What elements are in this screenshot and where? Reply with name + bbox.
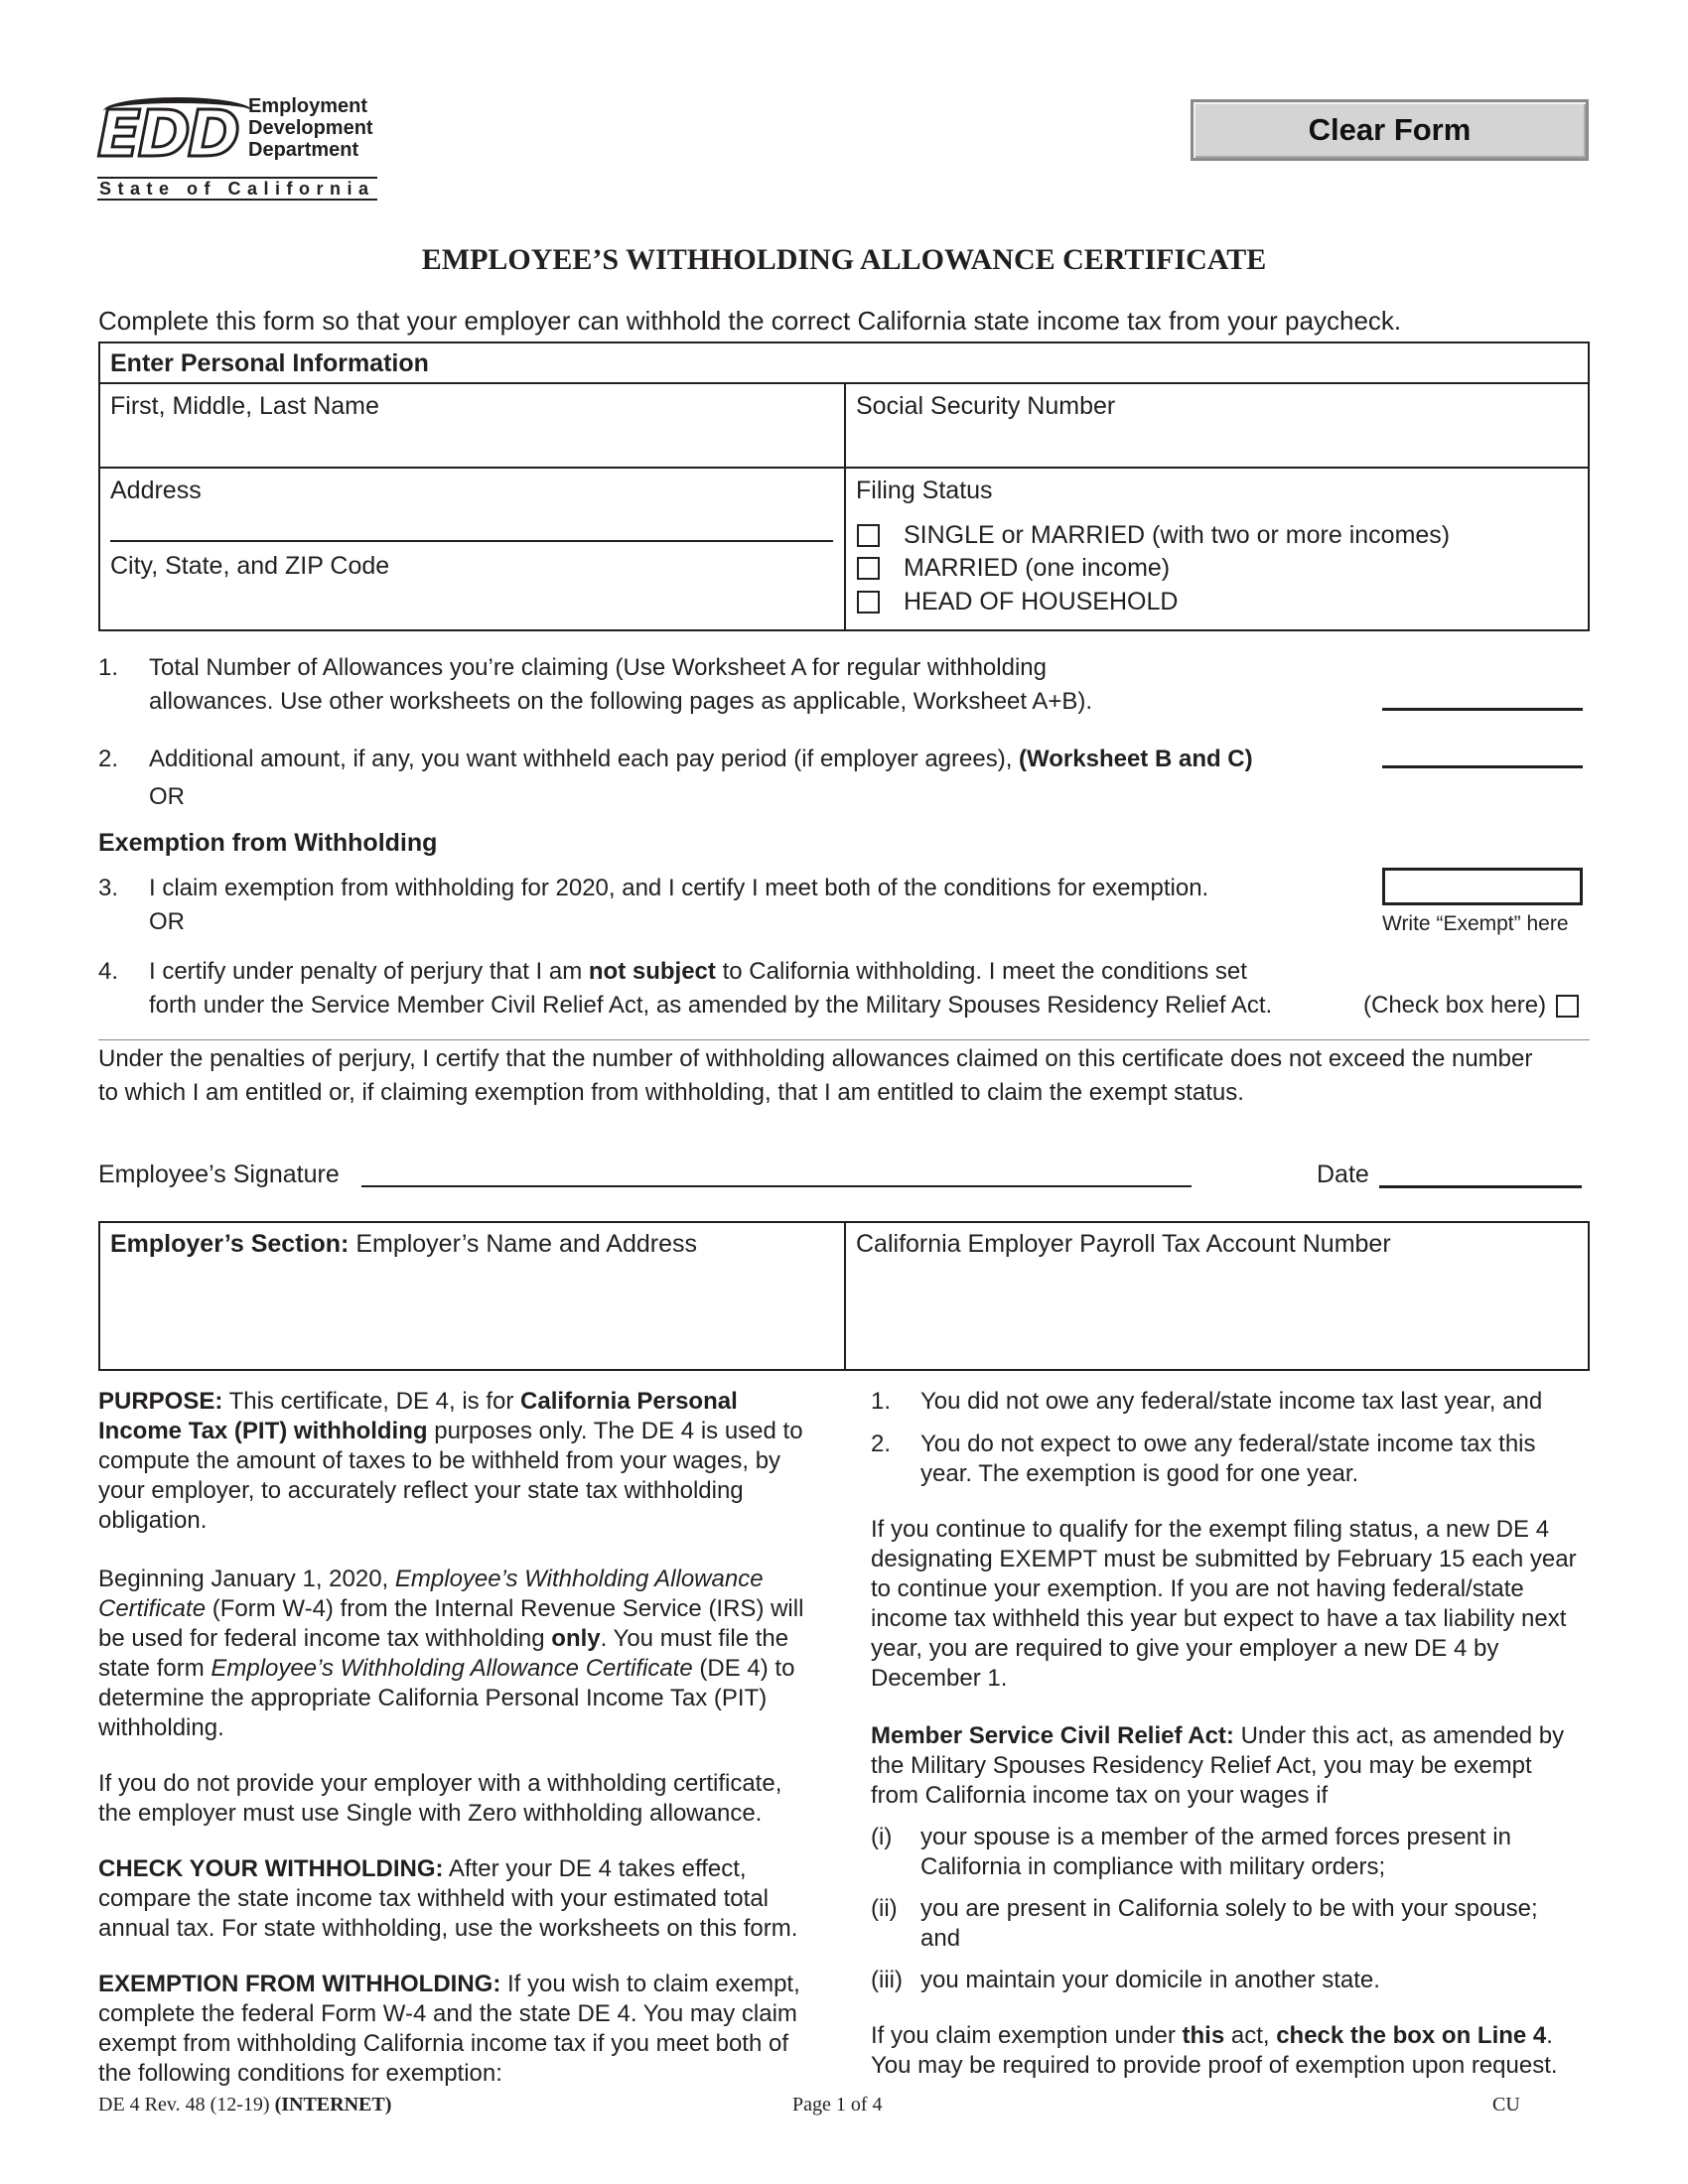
filing-single-label: SINGLE or MARRIED (with two or more incomes) <box>904 521 1451 549</box>
condition-1-text: You did not owe any federal/state income tax last year, and <box>920 1388 1543 1415</box>
divider <box>844 382 846 631</box>
beginning-text-3: . You must file the state form <box>98 1625 789 1682</box>
line-4-text-a1: I certify under penalty of perjury that I am <box>149 958 583 985</box>
beginning-italic-2: Employee’s Withholding Allowance Certificate <box>211 1655 693 1682</box>
exemption-paragraph <box>98 1970 805 2089</box>
exempt-hint: Write “Exempt” here <box>1382 912 1569 935</box>
filing-hoh-label: HEAD OF HOUSEHOLD <box>904 588 1179 615</box>
line-4-number: 4. <box>98 958 119 985</box>
reason-3-text: you maintain your domicile in another state. <box>920 1967 1380 1993</box>
exemption-bold: EXEMPTION FROM WITHHOLDING: <box>98 1971 501 1997</box>
footer-page-number: Page 1 of 4 <box>792 2094 883 2116</box>
purpose-text-1: This certificate, DE 4, is for <box>228 1388 514 1415</box>
employer-label-bold: Employer’s Section: <box>110 1230 350 1258</box>
reason-2-text: you are present in California solely to be with your spouse; and <box>920 1895 1538 1952</box>
date-input[interactable] <box>1379 1152 1586 1185</box>
purpose-paragraph <box>98 1387 805 1536</box>
ssn-input[interactable] <box>856 425 1583 463</box>
msc-paragraph <box>871 1721 1586 1811</box>
city-state-zip-label: City, State, and ZIP Code <box>110 552 390 580</box>
or-text-1: OR <box>149 783 185 810</box>
claim-text-1: If you claim exemption under <box>871 2022 1176 2049</box>
date-label: Date <box>1317 1160 1369 1188</box>
divider <box>844 1221 846 1371</box>
beginning-text-2: (Form W-4) from the Internal Revenue Service (IRS) will be used for federal income tax withholding <box>98 1595 804 1652</box>
reason-1-text: your spouse is a member of the armed forces present in California in compliance with military orders; <box>920 1824 1511 1880</box>
employer-name-address-input[interactable] <box>110 1265 837 1368</box>
msc-text: Under this act, as amended by the Military Spouses Residency Relief Act, you may be exempt from California income tax on your wages if <box>871 1722 1565 1809</box>
city-state-zip-input[interactable] <box>110 586 837 623</box>
line-2-text <box>149 745 1253 774</box>
line-2-text-plain: Additional amount, if any, you want withheld each pay period (if employer agrees), <box>149 746 1013 772</box>
line-1-text-b: allowances. Use other worksheets on the following pages as applicable, Worksheet A+B). <box>149 688 1093 715</box>
claim-text-2: act, <box>1230 2022 1270 2049</box>
line-2-text-bold: (Worksheet B and C) <box>1019 746 1253 772</box>
line-4-text-b: forth under the Service Member Civil Relief Act, as amended by the Military Spouses Residency Relief Act. <box>149 992 1273 1019</box>
beginning-italic-1: Employee’s Withholding Allowance Certificate <box>98 1566 764 1622</box>
filing-hoh-checkbox[interactable] <box>857 591 880 614</box>
check-withholding-paragraph <box>98 1854 805 1944</box>
certify-text-2: to which I am entitled or, if claiming exemption from withholding, that I am entitled to claim the exempt status. <box>98 1079 1244 1106</box>
condition-2-text: You do not expect to owe any federal/state income tax this year. The exemption is good for one year. <box>920 1431 1536 1487</box>
edd-logo <box>97 95 405 205</box>
edd-logo-mark: EDD <box>97 98 237 172</box>
logo-line-development: Development <box>248 117 373 139</box>
msc-bold: Member Service Civil Relief Act: <box>871 1722 1234 1749</box>
allowances-input[interactable] <box>1382 675 1587 709</box>
allowances-underline <box>1382 708 1583 711</box>
footer-form-id-text: DE 4 Rev. 48 (12-19) <box>98 2094 270 2116</box>
footer-form-id <box>98 2093 391 2116</box>
footer-code: CU <box>1492 2094 1520 2116</box>
line-1-number: 1. <box>98 654 119 681</box>
or-text-2: OR <box>149 908 185 935</box>
payroll-account-label: California Employer Payroll Tax Account Number <box>856 1230 1391 1258</box>
additional-amount-input[interactable] <box>1382 733 1587 766</box>
address-input[interactable] <box>110 504 837 540</box>
no-certificate-paragraph: If you do not provide your employer with a withholding certificate, the employer must use Single with Zero withholding allowance. <box>98 1770 782 1827</box>
purpose-bold-2: California Personal Income Tax (PIT) withholding <box>98 1388 738 1444</box>
signature-underline <box>361 1185 1192 1187</box>
filing-status-label: Filing Status <box>856 477 993 504</box>
employer-label-text: Employer’s Name and Address <box>355 1230 698 1258</box>
name-input[interactable] <box>110 425 837 463</box>
beginning-text-4: (DE 4) to determine the appropriate California Personal Income Tax (PIT) withholding. <box>98 1655 795 1741</box>
filing-married-label: MARRIED (one income) <box>904 554 1171 582</box>
line-3-number: 3. <box>98 875 119 901</box>
certify-text-1: Under the penalties of perjury, I certify that the number of withholding allowances claimed on this certificate does not exceed the number <box>98 1045 1533 1072</box>
line-3-text: I claim exemption from withholding for 2020, and I certify I meet both of the conditions for exemption. <box>149 875 1209 901</box>
check-box-hint: (Check box here) <box>1363 992 1547 1019</box>
form-title: EMPLOYEE’S WITHHOLDING ALLOWANCE CERTIFICATE <box>421 243 1267 276</box>
certify-divider <box>98 1039 1590 1040</box>
line-4-checkbox[interactable] <box>1556 995 1579 1018</box>
edd-logo-swoosh <box>103 97 252 125</box>
logo-state: State of California <box>99 179 375 199</box>
reason-3-number: (iii) <box>871 1967 903 1993</box>
employer-label <box>110 1229 697 1259</box>
additional-amount-underline <box>1382 765 1583 768</box>
payroll-account-input[interactable] <box>856 1281 1583 1322</box>
personal-info-header: Enter Personal Information <box>110 349 429 377</box>
claim-bold-1: this <box>1182 2022 1225 2049</box>
reason-1-number: (i) <box>871 1824 893 1850</box>
beginning-text-1: Beginning January 1, 2020, <box>98 1566 389 1592</box>
line-4-text-bold: not subject <box>588 958 716 985</box>
logo-line-employment: Employment <box>248 95 368 117</box>
beginning-bold-1: only <box>551 1625 601 1652</box>
exemption-header: Exemption from Withholding <box>98 829 438 857</box>
check-withholding-text: After your DE 4 takes effect, compare the state income tax withheld with your estimated total annual tax. For state withholding, use the worksheets on this form. <box>98 1855 798 1942</box>
ssn-label: Social Security Number <box>856 392 1116 420</box>
signature-label: Employee’s Signature <box>98 1160 340 1188</box>
line-2-number: 2. <box>98 746 119 772</box>
line-4-text-a2: to California withholding. I meet the conditions set <box>722 958 1247 985</box>
reason-2-number: (ii) <box>871 1895 898 1922</box>
footer-form-id-bold: (INTERNET) <box>274 2094 392 2116</box>
purpose-bold-1: PURPOSE: <box>98 1388 223 1415</box>
claim-paragraph <box>871 2021 1586 2081</box>
name-label: First, Middle, Last Name <box>110 392 379 420</box>
line-1-text-a: Total Number of Allowances you’re claiming (Use Worksheet A for regular withholding <box>149 654 1047 681</box>
claim-bold-2: check the box on Line 4 <box>1276 2022 1547 2049</box>
exemption-text: If you wish to claim exempt, complete the federal Form W-4 and the state DE 4. You may claim exempt from withholding California income tax if you meet both of the following conditions for exemption: <box>98 1971 800 2087</box>
line-4-text-a <box>149 957 1247 987</box>
filing-single-checkbox[interactable] <box>857 524 880 547</box>
intro-text: Complete this form so that your employer can withhold the correct California state income tax from your paycheck. <box>98 306 1402 336</box>
logo-line-department: Department <box>248 139 359 161</box>
address-label: Address <box>110 477 202 504</box>
beginning-paragraph <box>98 1565 805 1743</box>
condition-1-number: 1. <box>871 1388 892 1415</box>
exempt-input[interactable] <box>1382 868 1583 905</box>
continue-paragraph: If you continue to qualify for the exempt filing status, a new DE 4 designating EXEMPT must be submitted by February 15 each year to continue your exemption. If you are not having federal/state income tax withheld this year but expect to have a tax liability next year, you are required to give your employer a new DE 4 by December 1. <box>871 1516 1577 1692</box>
address-underline <box>110 540 833 542</box>
purpose-text-2: purposes only. The DE 4 is used to compute the amount of taxes to be withheld from your wages, by your employer, to accurately reflect your state tax withholding obligation. <box>98 1418 803 1534</box>
filing-married-checkbox[interactable] <box>857 557 880 580</box>
condition-2-number: 2. <box>871 1431 892 1457</box>
check-withholding-bold: CHECK YOUR WITHHOLDING: <box>98 1855 444 1882</box>
signature-input[interactable] <box>361 1152 1196 1185</box>
clear-form-button[interactable]: Clear Form <box>1191 99 1589 161</box>
claim-text-3: . You may be required to provide proof of exemption upon request. <box>871 2022 1558 2079</box>
date-underline <box>1379 1185 1582 1188</box>
